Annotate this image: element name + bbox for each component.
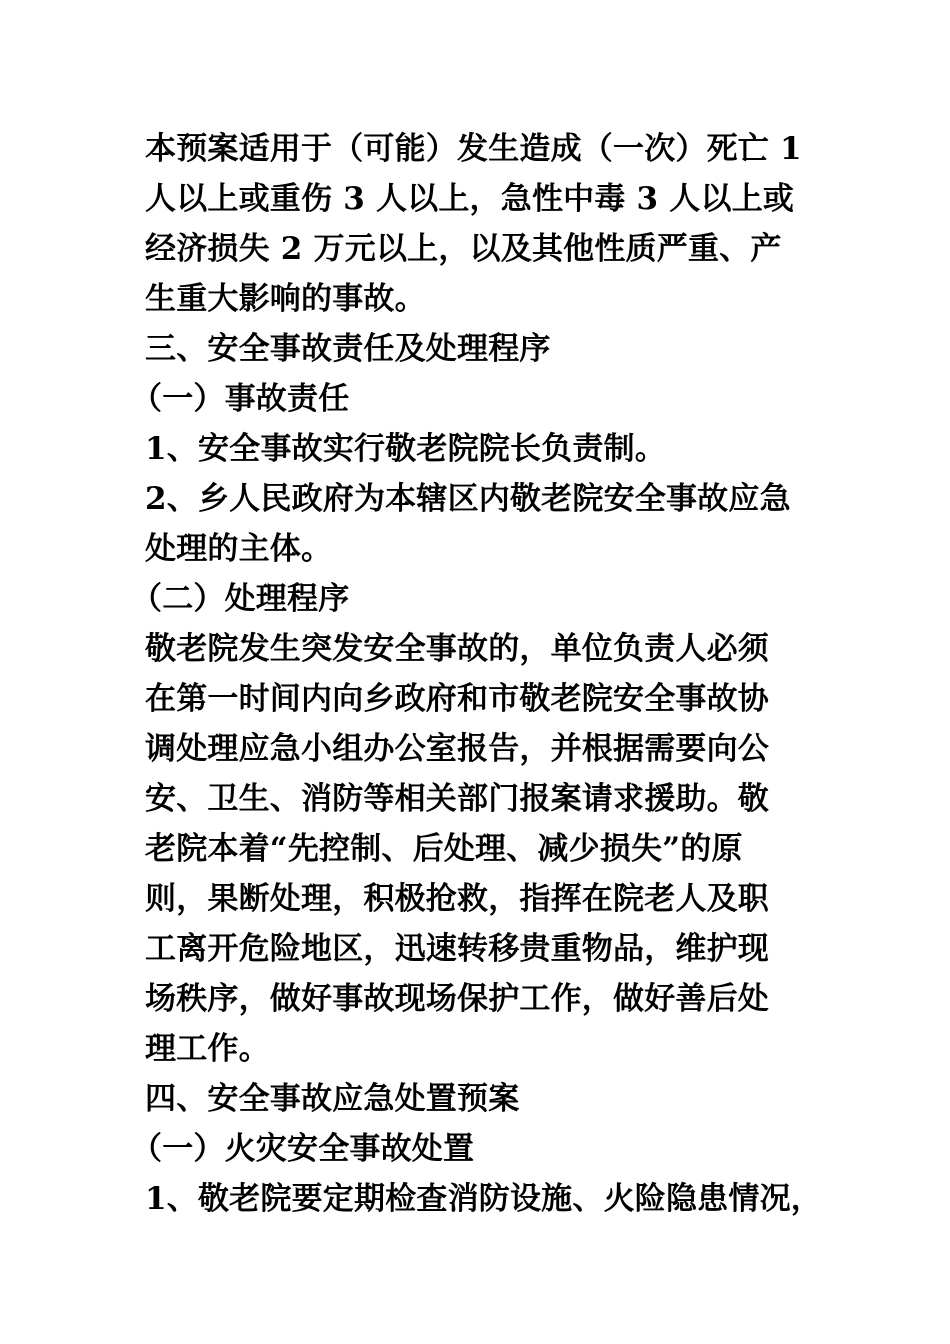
document-body [131, 124, 825, 1224]
list-item-1: 1、敬老院要定期检查消防设施、火险隐患情况， [145, 1181, 822, 1217]
section-heading-4: 四、安全事故应急处置预案 [145, 1081, 520, 1117]
subsection-heading-procedure: （二）处理程序 [131, 581, 350, 617]
paragraph-line: 场秩序，做好事故现场保护工作，做好善后处 [145, 981, 769, 1017]
paragraph-line: 工离开危险地区，迅速转移贵重物品，维护现 [145, 931, 769, 967]
subsection-heading-responsibility: （一）事故责任 [131, 381, 350, 417]
paragraph-line: 老院本着“先控制、后处理、减少损失”的原 [145, 831, 743, 867]
paragraph-line: 处理的主体。 [145, 531, 333, 567]
subsection-heading-fire: （一）火灾安全事故处置 [131, 1131, 475, 1167]
paragraph-line: 敬老院发生突发安全事故的，单位负责人必须 [145, 631, 769, 667]
list-item-1: 1、安全事故实行敬老院院长负责制。 [145, 431, 666, 467]
paragraph-line: 理工作。 [145, 1031, 270, 1067]
paragraph-line: 生重大影响的事故。 [145, 281, 426, 317]
paragraph-line: 人以上或重伤 3 人以上，急性中毒 3 人以上或 [145, 181, 795, 217]
paragraph-line: 在第一时间内向乡政府和市敬老院安全事故协 [145, 681, 769, 717]
paragraph-line: 安、卫生、消防等相关部门报案请求援助。敬 [145, 781, 769, 817]
paragraph-line: 调处理应急小组办公室报告，并根据需要向公 [145, 731, 769, 767]
paragraph-line: 经济损失 2 万元以上，以及其他性质严重、产 [145, 231, 782, 267]
list-item-2: 2、乡人民政府为本辖区内敬老院安全事故应急 [145, 481, 791, 517]
paragraph-line: 则，果断处理，积极抢救，指挥在院老人及职 [145, 881, 769, 917]
paragraph-line: 本预案适用于（可能）发生造成（一次）死亡 1 [145, 131, 802, 167]
section-heading-3: 三、安全事故责任及处理程序 [145, 331, 551, 367]
